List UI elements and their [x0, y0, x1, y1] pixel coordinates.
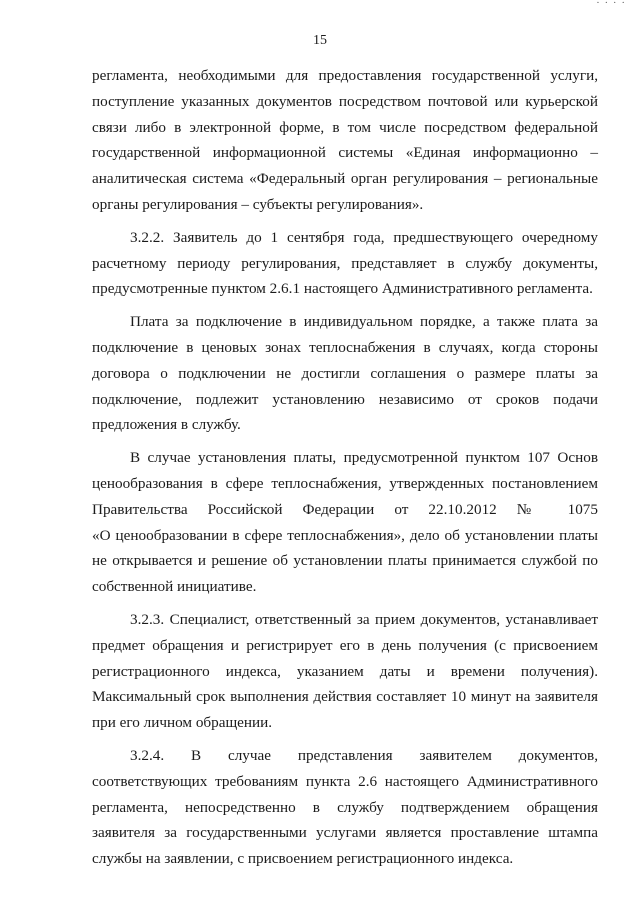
text-line: органы регулирования – субъекты регулирования».	[92, 195, 424, 213]
text-line: поступление указанных документов посредством почтовой или курьерской	[92, 92, 598, 110]
text-line: В случае установления платы, предусмотренной пунктом 107 Основ	[130, 449, 598, 467]
text-line: собственной инициативе.	[92, 578, 257, 596]
text-line: регламента, непосредственно в службу подтверждением обращения	[92, 798, 598, 816]
text-line: расчетному периоду регулирования, представляет в службу документы,	[92, 254, 598, 272]
page-number: 15	[313, 33, 327, 48]
text-line: Максимальный срок выполнения действия составляет 10 минут на заявителя	[92, 688, 598, 706]
text-line: предложения в службу.	[92, 416, 241, 434]
text-line: связи либо в электронной форме, в том числе посредством федеральной	[92, 118, 598, 136]
text-line: заявителя за государственными услугами является проставление штампа	[92, 824, 598, 842]
text-line: регистрационного индекса, указанием даты и времени получения).	[92, 662, 598, 680]
text-line: Плата за подключение в индивидуальном порядке, а также плата за	[130, 313, 598, 331]
paragraph	[92, 445, 598, 600]
text-line: 3.2.2. Заявитель до 1 сентября года, предшествующего очередному	[130, 228, 598, 246]
text-line: «О ценообразовании в сфере теплоснабжения», дело об установлении платы	[92, 526, 598, 544]
text-line: Правительства Российской Федерации от 22.10.2012 № 1075	[92, 500, 598, 518]
text-line: ценообразования в сфере теплоснабжения, утвержденных постановлением	[92, 474, 598, 492]
text-line: государственной информационной системы «Единая информационно –	[92, 144, 598, 162]
text-line: не открывается и решение об установлении платы принимается службой по	[92, 552, 598, 570]
text-line: договора о подключении не достигли соглашения о размере платы за	[92, 364, 598, 382]
text-line: аналитическая система «Федеральный орган регулирования – региональные	[92, 170, 598, 188]
text-line: при его личном обращении.	[92, 714, 273, 732]
paragraph	[92, 309, 598, 438]
text-line: 3.2.4. В случае представления заявителем документов,	[130, 746, 598, 764]
text-line: регламента, необходимыми для предоставления государственной услуги,	[92, 67, 598, 84]
text-line: подключение, подлежит установлению независимо от сроков подачи	[92, 390, 598, 408]
text-line: 3.2.3. Специалист, ответственный за прием документов, устанавливает	[130, 610, 598, 628]
paragraph	[92, 225, 598, 302]
corner-scan-mark: · · · ·	[596, 0, 626, 9]
paragraph	[92, 743, 598, 872]
paragraph	[92, 63, 598, 218]
text-line: предусмотренные пунктом 2.6.1 настоящего Административного регламента.	[92, 280, 593, 298]
text-line: подключение в ценовых зонах теплоснабжения в случаях, когда стороны	[92, 338, 598, 356]
paragraph	[92, 607, 598, 736]
document-body	[92, 63, 598, 879]
text-line: службы на заявлении, с присвоением регистрационного индекса.	[92, 850, 514, 868]
text-line: соответствующих требованиям пункта 2.6 настоящего Административного	[92, 772, 598, 790]
text-line: предмет обращения и регистрирует его в день получения (с присвоением	[92, 636, 598, 654]
